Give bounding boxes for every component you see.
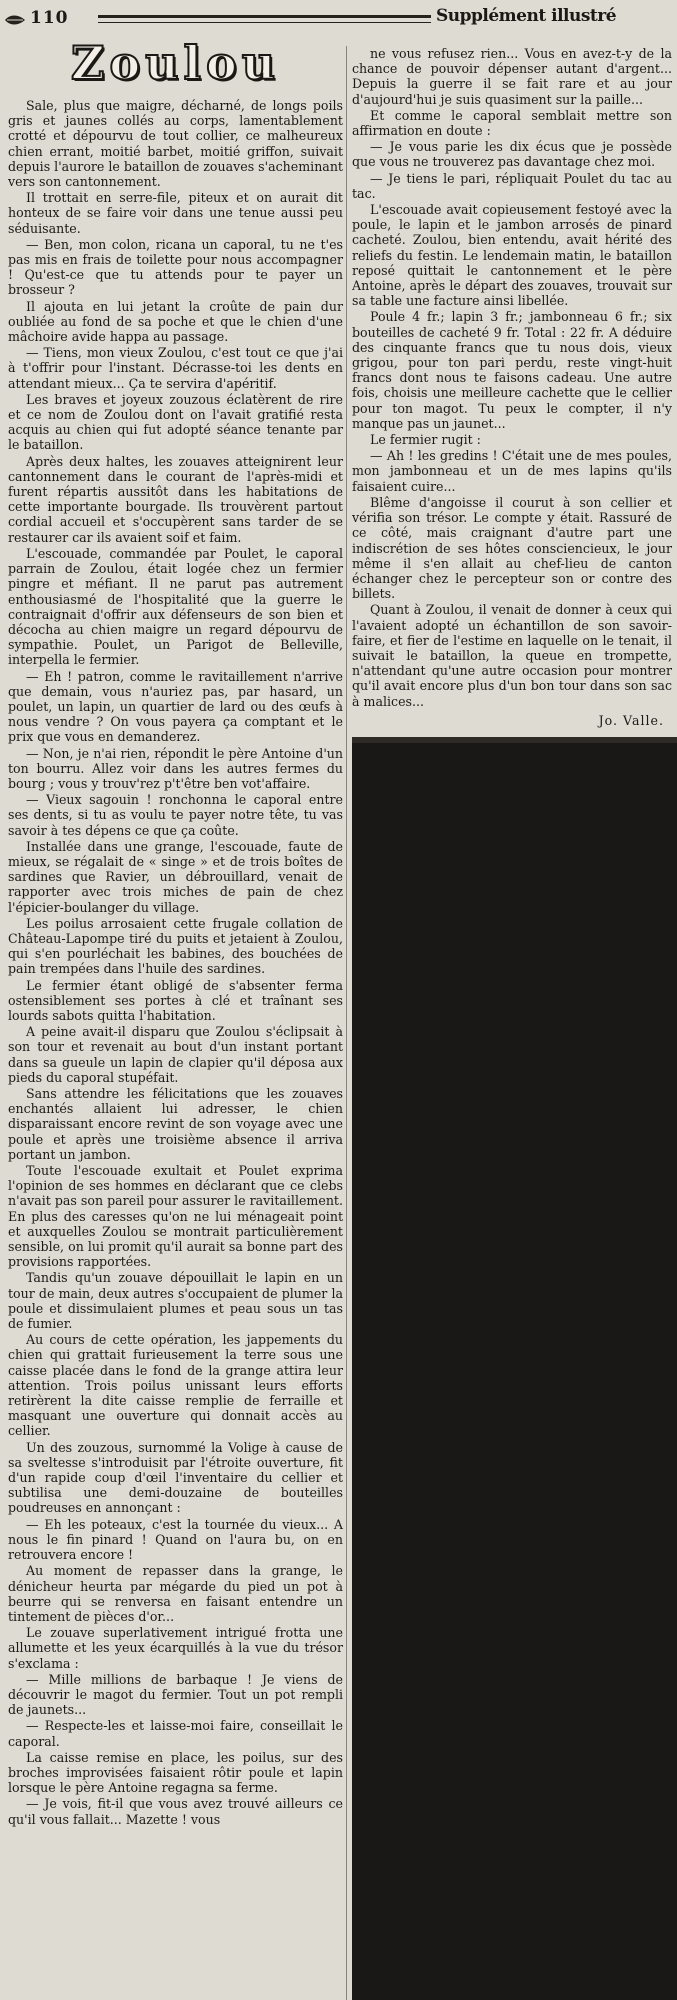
paragraph: — Je vois, fit-il que vous avez trouvé ailleurs ce qu'il vous fallait... Mazette ! vous: [8, 1796, 343, 1827]
page-number: 110: [30, 8, 69, 28]
article-left-column: [8, 36, 343, 1828]
author-signature: Jo. Valle.: [598, 712, 664, 728]
paragraph: — Non, je n'ai rien, répondit le père Antoine d'un ton bourru. Allez voir dans les autres fermes du bourg ; vous y trouv'rez p't'être ben vot'affaire.: [8, 745, 343, 791]
paragraph: Les poilus arrosaient cette frugale collation de Château-Lapompe tiré du puits et jetaient à Zoulou, qui s'en pourléchait les babines, des bouchées de pain trempées dans l'huile des sardines.: [8, 915, 343, 977]
paragraph: Sans attendre les félicitations que les zouaves enchantés allaient lui adresser, le chien disparaissant encore revint de son voyage avec une poule et après une troisième absence il arriva portant un jambon.: [8, 1086, 343, 1162]
paragraph: Installée dans une grange, l'escouade, faute de mieux, se régalait de « singe » et de trois boîtes de sardines que Ravier, un débrouillard, venait de rapporter avec trois miches de pain de chez l'épicier-boulanger du village.: [8, 838, 343, 915]
paragraph: — Respecte-les et laisse-moi faire, conseillait le caporal.: [8, 1718, 343, 1749]
paragraph: L'escouade avait copieusement festoyé avec la poule, le lapin et le jambon arrosés de pinard cacheté. Zoulou, bien entendu, avait hérité des reliefs du festin. Le lendemain matin, le bataillon reposé quittait le cantonnement et le père Antoine, après le départ des zouaves, trouvait sur sa table une facture ainsi libellée.: [352, 202, 672, 309]
page-header: [0, 0, 677, 36]
paragraph: — Vieux sagouin ! ronchonna le caporal entre ses dents, si tu as voulu te payer notre tête, tu vas savoir à tes dépens ce que ça coûte.: [8, 792, 343, 838]
paragraph: — Eh les poteaux, c'est la tournée du vieux... A nous le fin pinard ! Quand on l'aura bu, on en retrouvera encore !: [8, 1516, 343, 1563]
header-rule: [98, 15, 431, 18]
paragraph: — Ben, mon colon, ricana un caporal, tu ne t'es pas mis en frais de toilette pour nous accompagner ! Qu'est-ce que tu attends pour te payer un brosseur ?: [8, 236, 343, 298]
paragraph: Tandis qu'un zouave dépouillait le lapin en un tour de main, deux autres s'occupaient de plumer la poule et dissimulaient plumes et peau sous un tas de fumier.: [8, 1270, 343, 1332]
paragraph: L'escouade, commandée par Poulet, le caporal parrain de Zoulou, était logée chez un fermier pingre et méfiant. Il ne parut pas autrement enthousiasmé de l'hospitalité que la guerre le contraignait d'offrir aux défenseurs de son bien et décocha au chien maigre un regard dépourvu de sympathie. Poulet, un Parigot de Belleville, interpella le fermier.: [8, 545, 343, 668]
paragraph: Quant à Zoulou, il venait de donner à ceux qui l'avaient adopté un échantillon de son savoir-faire, et fier de l'estime en laquelle on le tenait, il suivait le bataillon, la queue en trompette, n'attendant qu'une autre occasion pour montrer qu'il avait encore plus d'un bon tour dans son sac à malices...: [352, 602, 672, 709]
paragraph: ne vous refusez rien... Vous en avez-t-y de la chance de pouvoir dépenser autant d'argent... Depuis la guerre il se fait rare et au jour d'aujourd'hui je suis quasiment sur la paille...: [352, 46, 672, 107]
paragraph: — Je vous parie les dix écus que je possède que vous ne trouverez pas davantage chez moi.: [352, 139, 672, 170]
paragraph: Le fermier rugit :: [370, 432, 481, 448]
paragraph: Le fermier étant obligé de s'absenter ferma ostensiblement ses portes à clé et traînant ses lourds sabots quitta l'habitation.: [8, 977, 343, 1023]
paragraph: A peine avait-il disparu que Zoulou s'éclipsait à son tour et revenait au bout d'un instant portant dans sa gueule un lapin de clapier qu'il déposa aux pieds du caporal stupéfait.: [8, 1024, 343, 1085]
paragraph: Il ajouta en lui jetant la croûte de pain dur oubliée au fond de sa poche et que le chien d'une mâchoire avide happa au passage.: [8, 298, 343, 345]
paragraph: — Mille millions de barbaque ! Je viens de découvrir le magot du fermier. Tout un pot rempli de jaunets...: [8, 1671, 343, 1718]
paragraph: Blême d'angoisse il courut à son cellier et vérifia son trésor. Le compte y était. Rassuré de ce côté, mais craignant d'autre part une indiscrétion de ses hôtes consciencieux, le jour même il s'en allait au chef-lieu de canton échanger chez le percepteur son or contre des billets.: [352, 494, 672, 602]
paragraph: Après deux haltes, les zouaves atteignirent leur cantonnement dans le courant de l'après-midi et furent répartis aussitôt dans les habitations de cette importante bourgade. Ils trouvèrent partout cordial accueil et s'occupèrent sans tarder de se restaurer car ils avaient soif et faim.: [8, 453, 343, 545]
publication-name: Supplément illustré: [436, 6, 617, 26]
paragraph: — Eh ! patron, comme le ravitaillement n'arrive que demain, vous n'auriez pas, par hasard, un poulet, un lapin, un quartier de lard ou des œufs à nous vendre ? On vous payera ça comptant et le prix que vous en demanderez.: [8, 668, 343, 745]
paragraph: Un des zouzous, surnommé la Volige à cause de sa sveltesse s'introduisit par l'étroite ouverture, fit d'un rapide coup d'œil l'inventaire du cellier et subtilisa une demi-douzaine de bouteilles poudreuses en annonçant :: [8, 1439, 343, 1516]
article-right-column: [352, 46, 672, 729]
paragraph: Sale, plus que maigre, décharné, de longs poils gris et jaunes collés au corps, lamentablement crotté et dépourvu de tout collier, ce malheureux chien errant, moitié barbet, moitié griffon, suivait depuis l'aurore le bataillon de zouaves s'acheminant vers son cantonnement.: [8, 98, 343, 190]
paragraph: — Ah ! les gredins ! C'était une de mes poules, mon jambonneau et un de mes lapins qu'ils faisaient cuire...: [352, 448, 672, 494]
paragraph: Au cours de cette opération, les jappements du chien qui grattait furieusement la terre sous une caisse placée dans le fond de la grange attira leur attention. Trois poilus unissant leurs efforts retirèrent la dite caisse remplie de ferraille et masquant une ouverture qui donnait accès au cellier.: [8, 1332, 343, 1439]
paragraph: Au moment de repasser dans la grange, le dénicheur heurta par mégarde du pied un pot à beurre qui se renversa en faisant entendre un tintement de pièces d'or...: [8, 1563, 343, 1624]
paragraph: Poule 4 fr.; lapin 3 fr.; jambonneau 6 fr.; six bouteilles de cacheté 9 fr. Total : 22 fr. A déduire des cinquante francs que tu nous dois, vieux grigou, pour ton pari perdu, reste vingt-huit francs dont nous te faisons cadeau. Une autre fois, choisis une meilleure cachette que le cellier pour ton magot. Tu peux le compter, il n'y manque pas un jaunet...: [352, 309, 672, 431]
paragraph: — Tiens, mon vieux Zoulou, c'est tout ce que j'ai à t'offrir pour l'instant. Décrasse-toi les dents en attendant mieux... Ça te servira d'apéritif.: [8, 345, 343, 391]
paragraph: Il trottait en serre-file, piteux et on aurait dit honteux de se faire voir dans une tenue aussi peu séduisante.: [8, 190, 343, 236]
column-divider: [346, 46, 347, 2000]
paragraph: Et comme le caporal semblait mettre son affirmation en doute :: [352, 107, 672, 139]
paragraph: — Je tiens le pari, répliquait Poulet du tac au tac.: [352, 170, 672, 201]
left-column-body: [8, 98, 343, 1827]
paragraph: Les braves et joyeux zouzous éclatèrent de rire et ce nom de Zoulou dont on l'avait gratifié resta acquis au chien qui fut adopté séance tenante par le bataillon.: [8, 391, 343, 453]
right-column-body: [352, 46, 672, 709]
dark-blank-area: [352, 737, 677, 2000]
header-rule-thin: [98, 22, 431, 23]
article-title: Zoulou: [70, 36, 281, 90]
ornament-leaf-icon: [4, 14, 26, 26]
paragraph: Toute l'escouade exultait et Poulet exprima l'opinion de ses hommes en déclarant que ce clebs n'avait pas son pareil pour assurer le ravitaillement. En plus des caresses qu'on ne lui ménageait point et auxquelles Zoulou se montrait particulièrement sensible, on lui promit qu'il aurait sa bonne part des provisions rapportées.: [8, 1163, 343, 1270]
paragraph: La caisse remise en place, les poilus, sur des broches improvisées faisaient rôtir poule et lapin lorsque le père Antoine regagna sa ferme.: [8, 1749, 343, 1796]
paragraph: Le zouave superlativement intrigué frotta une allumette et les yeux écarquillés à la vue du trésor s'exclama :: [8, 1625, 343, 1671]
